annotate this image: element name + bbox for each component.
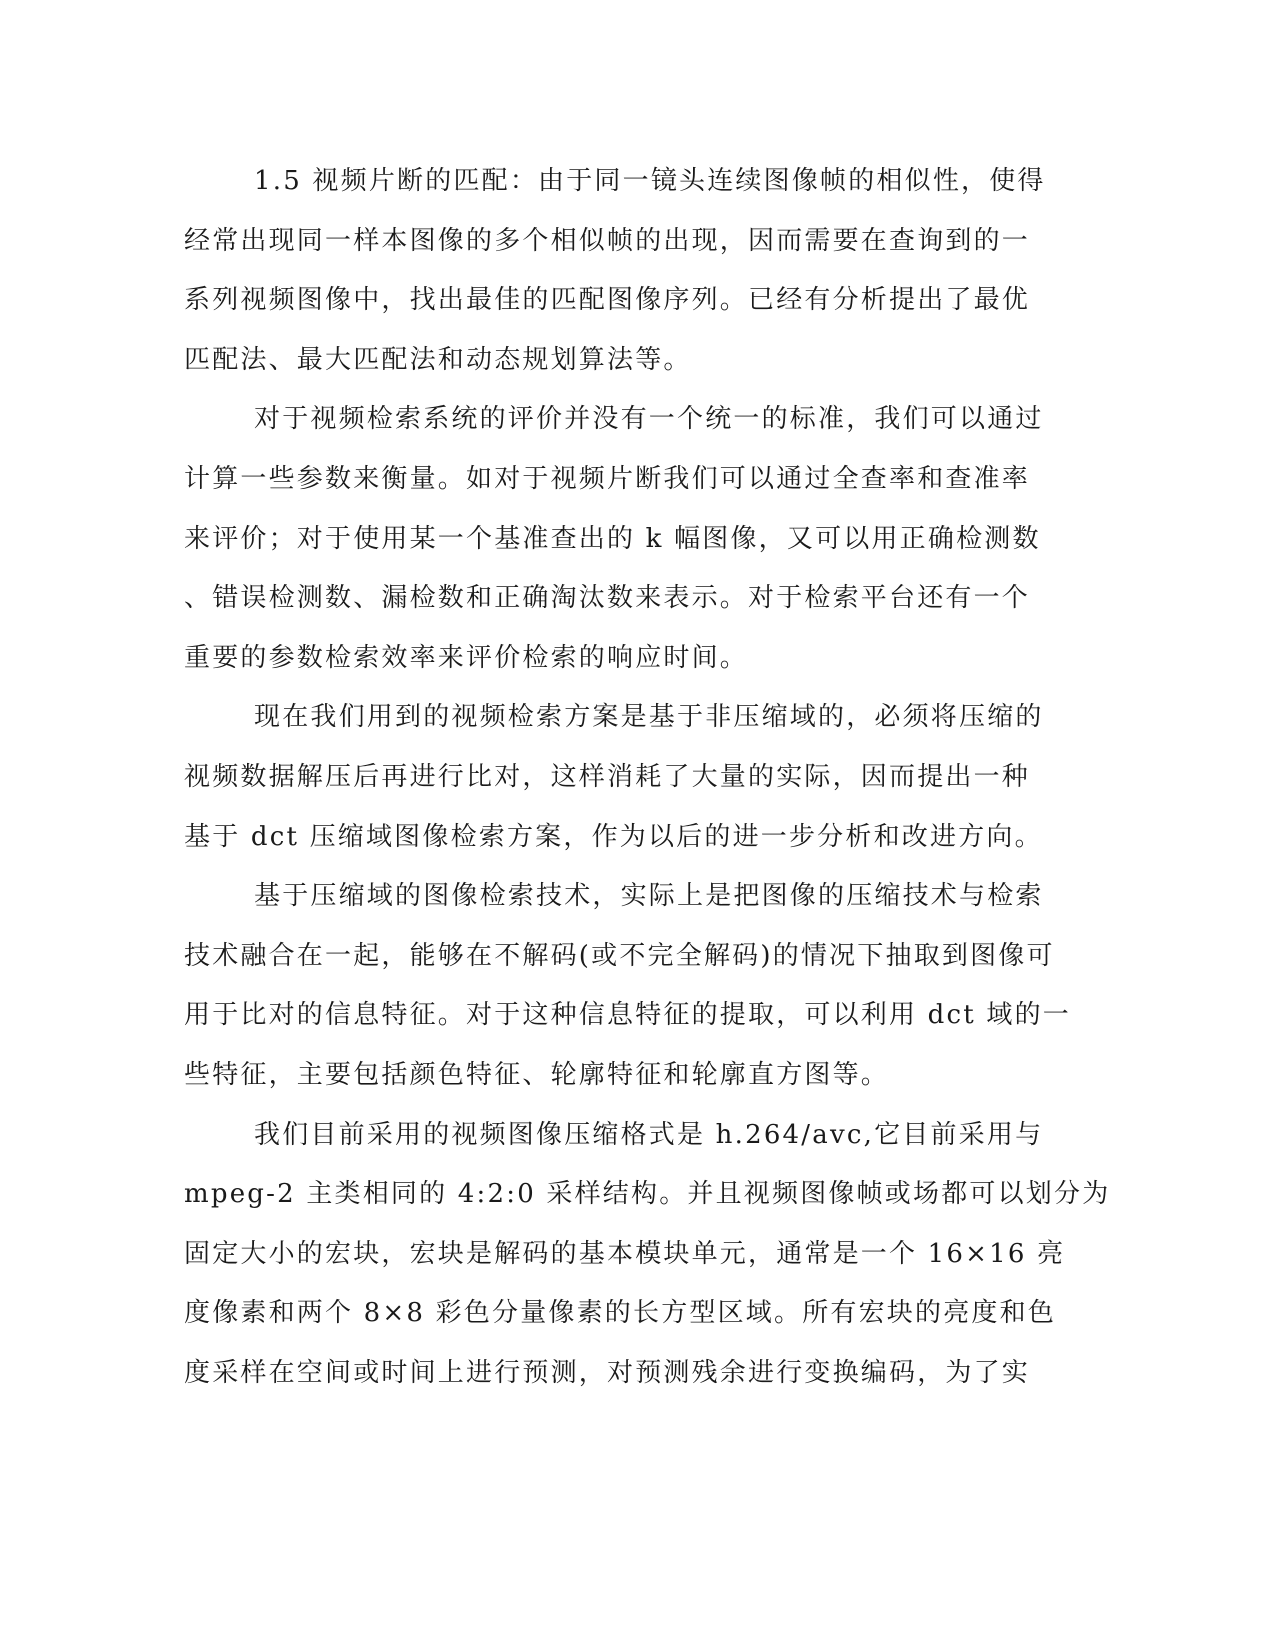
- paragraph-2-line-4: 、错误检测数、漏检数和正确淘汰数来表示。对于检索平台还有一个: [184, 583, 1031, 614]
- paragraph-3-line-2: 视频数据解压后再进行比对，这样消耗了大量的实际，因而提出一种: [184, 761, 1031, 792]
- paragraph-4-line-2: 技术融合在一起，能够在不解码(或不完全解码)的情况下抽取到图像可: [184, 940, 1055, 971]
- paragraph-4-line-4: 些特征，主要包括颜色特征、轮廓特征和轮廓直方图等。: [184, 1059, 890, 1090]
- paragraph-5-line-1: 我们目前采用的视频图像压缩格式是 h.264/avc,它目前采用与: [254, 1119, 1044, 1150]
- paragraph-1-line-4: 匹配法、最大匹配法和动态规划算法等。: [184, 344, 692, 375]
- paragraph-5-line-3: 固定大小的宏块，宏块是解码的基本模块单元，通常是一个 16×16 亮: [184, 1238, 1066, 1269]
- paragraph-1-line-1: 1.5 视频片断的匹配：由于同一镜头连续图像帧的相似性，使得: [254, 166, 1046, 196]
- paragraph-1-line-2: 经常出现同一样本图像的多个相似帧的出现，因而需要在查询到的一: [184, 225, 1031, 256]
- paragraph-2-line-1: 对于视频检索系统的评价并没有一个统一的标准，我们可以通过: [254, 404, 1044, 435]
- paragraph-1-line-3: 系列视频图像中，找出最佳的匹配图像序列。已经有分析提出了最优: [184, 285, 1031, 316]
- paragraph-4-line-3: 用于比对的信息特征。对于这种信息特征的提取，可以利用 dct 域的一: [184, 1000, 1071, 1031]
- body-text: [184, 152, 1111, 1403]
- paragraph-3-line-1: 现在我们用到的视频检索方案是基于非压缩域的，必须将压缩的: [254, 702, 1044, 733]
- paragraph-3-line-3: 基于 dct 压缩域图像检索方案，作为以后的进一步分析和改进方向。: [184, 821, 1043, 852]
- paragraph-5-line-4: 度像素和两个 8×8 彩色分量像素的长方型区域。所有宏块的亮度和色: [184, 1298, 1056, 1329]
- paragraph-2-line-5: 重要的参数检索效率来评价检索的响应时间。: [184, 642, 749, 673]
- paragraph-5-line-2: mpeg-2 主类相同的 4:2:0 采样结构。并且视频图像帧或场都可以划分为: [184, 1179, 1111, 1210]
- paragraph-2-line-2: 计算一些参数来衡量。如对于视频片断我们可以通过全查率和查准率: [184, 463, 1031, 494]
- paragraph-2-line-3: 来评价；对于使用某一个基准查出的 k 幅图像，又可以用正确检测数: [184, 523, 1041, 554]
- paragraph-4-line-1: 基于压缩域的图像检索技术，实际上是把图像的压缩技术与检索: [254, 881, 1044, 912]
- paragraph-5-line-5: 度采样在空间或时间上进行预测，对预测残余进行变换编码，为了实: [184, 1357, 1031, 1388]
